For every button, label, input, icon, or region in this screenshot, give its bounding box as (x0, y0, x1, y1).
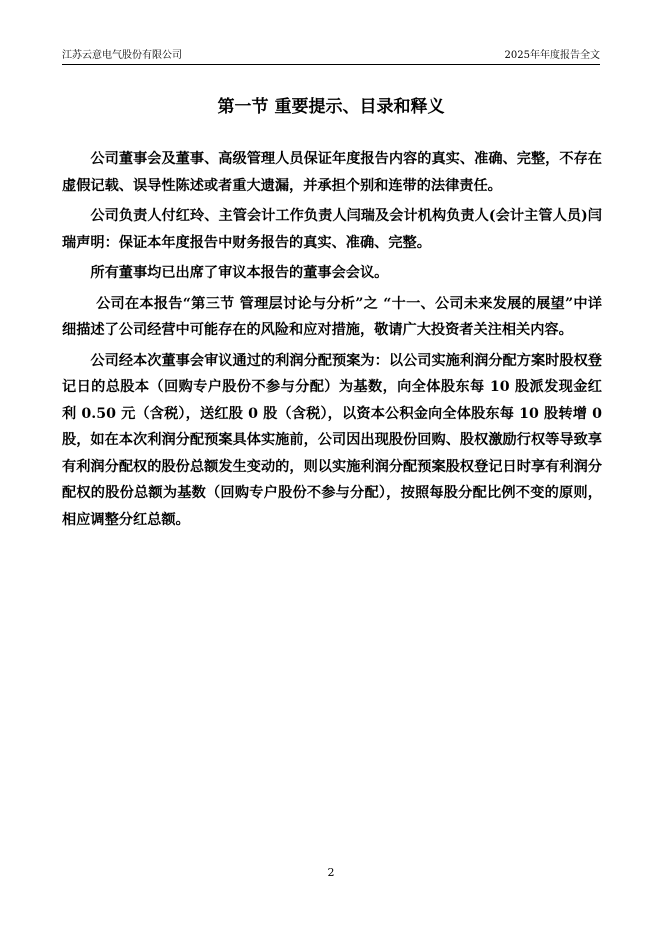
paragraph-responsible-persons: 公司负责人付红玲、主管会计工作负责人闫瑞及会计机构负责人(会计主管人员)闫瑞声明：保证本年度报告中财务报告的真实、准确、完整。 (62, 208, 602, 251)
header-company-name: 江苏云意电气股份有限公司 (62, 50, 182, 61)
page-header (62, 44, 600, 65)
paragraph-directors-attendance: 所有董事均已出席了审议本报告的董事会会议。 (90, 265, 389, 281)
paragraph-board-guarantee: 公司董事会及董事、高级管理人员保证年度报告内容的真实、准确、完整，不存在虚假记载、误导性陈述或者重大遗漏，并承担个别和连带的法律责任。 (62, 151, 602, 194)
page-number: 2 (327, 866, 335, 879)
document-body (62, 146, 602, 537)
section-title: 第一节 重要提示、目录和释义 (217, 97, 445, 117)
header-report-title: 2025年年度报告全文 (504, 50, 600, 61)
paragraph-risk-notice: 公司在本报告“第三节 管理层讨论与分析”之 “十一、公司未来发展的展望”中详细描述了公司经营中可能存在的风险和应对措施，敬请广大投资者关注相关内容。 (62, 295, 602, 338)
paragraph-profit-distribution: 公司经本次董事会审议通过的利润分配预案为：以公司实施利润分配方案时股权登记日的总股本（回购专户股份不参与分配）为基数，向全体股东每 10 股派发现金红利 0.50 元（含税），送红股 0 股（含税），以资本公积金向全体股东每 10 股转增 0 股，如在本次利润分配预案具体实施前，公司因出现股份回购、股权激励行权等导致享有利润分配权的股份总额发生变动的，则以实施利润分配预案股权登记日时享有利润分配权的股份总额为基数（回购专户股份不参与分配），按照每股分配比例不变的原则，相应调整分红总额。 (62, 352, 602, 528)
